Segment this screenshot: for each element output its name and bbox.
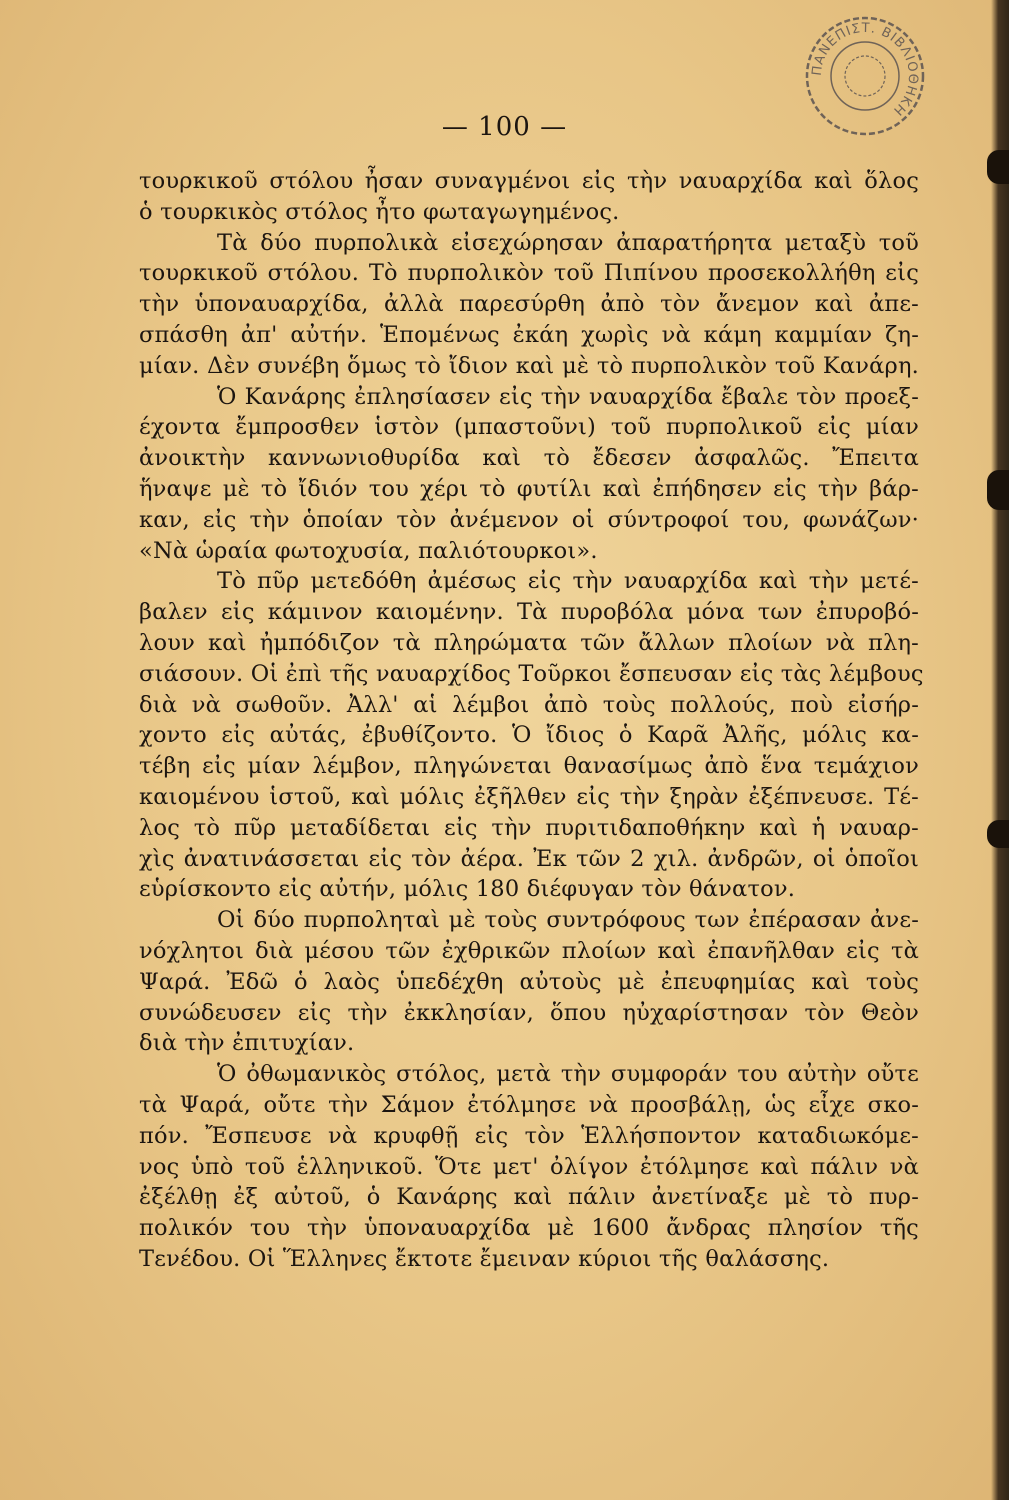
text-line: πόν. Ἔσπευσε νὰ κρυφθῇ εἰς τὸν Ἑλλήσποντον καταδιωκόμε- xyxy=(139,1122,919,1149)
text-line: τὴν ὑποναυαρχίδα, ἀλλὰ παρεσύρθη ἀπὸ τὸν ἄνεμον καὶ ἀπε- xyxy=(139,291,919,318)
text-line: τουρκικοῦ στόλου ἦσαν συναγμένοι εἰς τὴν ναυαρχίδα καὶ ὅλος xyxy=(139,168,919,194)
text-line: «Νὰ ὡραία φωτοχυσία, παλιότουρκοι». xyxy=(139,537,598,564)
torn-notch xyxy=(987,820,1009,848)
text-line: ἐξέλθῃ ἐξ αὐτοῦ, ὁ Κανάρης καὶ πάλιν ἀνετίναξε μὲ τὸ πυρ- xyxy=(139,1184,919,1211)
text-line: νος ὑπὸ τοῦ ἑλληνικοῦ. Ὅτε μετ' ὀλίγον ἐτόλμησε καὶ πάλιν νὰ xyxy=(139,1153,919,1180)
text-line: καιομένου ἱστοῦ, καὶ μόλις ἐξῆλθεν εἰς τὴν ξηρὰν ἐξέπνευσε. Τέ- xyxy=(139,783,919,810)
text-line: συνώδευσεν εἰς τὴν ἐκκλησίαν, ὅπου ηὐχαρίστησαν τὸν Θεὸν xyxy=(139,999,919,1026)
text-line: εὑρίσκοντο εἰς αὐτήν, μόλις 180 διέφυγαν τὸν θάνατον. xyxy=(139,876,796,903)
text-line: Οἱ δύο πυρποληταὶ μὲ τοὺς συντρόφους των ἐπέρασαν ἀνε- xyxy=(217,907,919,934)
torn-page-edge xyxy=(991,0,1009,1500)
text-line: Τὰ δύο πυρπολικὰ εἰσεχώρησαν ἀπαρατήρητα μεταξὺ τοῦ xyxy=(217,229,919,256)
text-body xyxy=(139,166,924,1275)
stamp-text: ΠΑΝΕΠΙΣΤ. ΒΙΒΛΙΟΘΗΚΗ xyxy=(809,20,921,119)
text-line: λος τὸ πῦρ μεταδίδεται εἰς τὴν πυριτιδαποθήκην καὶ ἡ ναυαρ- xyxy=(139,814,919,841)
text-line: τὰ Ψαρά, οὔτε τὴν Σάμον ἐτόλμησε νὰ προσβάλῃ, ὡς εἶχε σκο- xyxy=(139,1091,919,1118)
text-line: σπάσθη ἀπ' αὐτήν. Ἑπομένως ἐκάη χωρὶς νὰ κάμη καμμίαν ζη- xyxy=(139,321,919,348)
torn-notch xyxy=(987,150,1009,184)
text-line: Τενέδου. Οἱ Ἕλληνες ἔκτοτε ἔμειναν κύριοι τῆς θαλάσσης. xyxy=(139,1245,830,1272)
page-number: — 100 — xyxy=(441,112,568,142)
text-line: διὰ νὰ σωθοῦν. Ἀλλ' αἱ λέμβοι ἀπὸ τοὺς πολλούς, ποὺ εἰσήρ- xyxy=(139,691,919,718)
text-line: ἥναψε μὲ τὸ ἴδιόν του χέρι τὸ φυτίλι καὶ ἐπήδησεν εἰς τὴν βάρ- xyxy=(139,475,919,502)
text-line: ὁ τουρκικὸς στόλος ἦτο φωταγωγημένος. xyxy=(139,198,620,225)
text-line: καν, εἰς τὴν ὁποίαν τὸν ἀνέμενον οἱ σύντροφοί του, φωνάζων· xyxy=(139,506,919,533)
text-line: έχοντα ἔμπροσθεν ἱστὸν (μπαστοῦνι) τοῦ πυρπολικοῦ εἰς μίαν xyxy=(139,414,919,441)
text-line: πολικόν του τὴν ὑποναυαρχίδα μὲ 1600 ἄνδρας πλησίον τῆς xyxy=(139,1215,919,1242)
text-line: Ψαρά. Ἐδῶ ὁ λαὸς ὑπεδέχθη αὐτοὺς μὲ ἐπευφημίας καὶ τοὺς xyxy=(139,968,919,995)
text-line: τουρκικοῦ στόλου. Τὸ πυρπολικὸν τοῦ Πιπίνου προσεκολλήθη εἰς xyxy=(139,260,919,287)
text-line: ἀνοικτὴν καννωνιοθυρίδα καὶ τὸ ἔδεσεν ἀσφαλῶς. Ἔπειτα xyxy=(139,445,919,472)
text-line: τέβη εἰς μίαν λέμβον, πληγώνεται θανασίμως ἀπὸ ἕνα τεμάχιον xyxy=(139,753,919,780)
text-line: Ὁ Κανάρης ἐπλησίασεν εἰς τὴν ναυαρχίδα ἔβαλε τὸν προεξ- xyxy=(217,383,919,410)
text-line: σιάσουν. Οἱ ἐπὶ τῆς ναυαρχίδος Τοῦρκοι ἔσπευσαν εἰς τὰς λέμβους xyxy=(139,660,924,687)
text-line: χοντο εἰς αὐτάς, ἐβυθίζοντο. Ὁ ἴδιος ὁ Καρᾶ Ἀλῆς, μόλις κα- xyxy=(139,722,919,749)
text-line: βαλεν εἰς κάμινον καιομένην. Τὰ πυροβόλα μόνα των ἐπυροβό- xyxy=(139,599,919,626)
svg-text:ΠΑΝΕΠΙΣΤ. ΒΙΒΛΙΟΘΗΚΗ xyxy=(810,21,921,119)
text-line: Τὸ πῦρ μετεδόθη ἀμέσως εἰς τὴν ναυαρχίδα καὶ τὴν μετέ- xyxy=(217,568,919,595)
torn-notch xyxy=(987,470,1009,510)
text-line: διὰ τὴν ἐπιτυχίαν. xyxy=(139,1030,355,1057)
text-line: Ὁ ὀθωμανικὸς στόλος, μετὰ τὴν συμφοράν του αὐτὴν οὔτε xyxy=(217,1061,919,1088)
text-line: λουν καὶ ἠμπόδιζον τὰ πληρώματα τῶν ἄλλων πλοίων νὰ πλη- xyxy=(139,629,919,656)
text-line: μίαν. Δὲν συνέβη ὅμως τὸ ἴδιον καὶ μὲ τὸ πυρπολικὸν τοῦ Κανάρη. xyxy=(139,352,919,379)
text-line: χὶς ἀνατινάσσεται εἰς τὸν ἀέρα. Ἐκ τῶν 2 χιλ. ἀνδρῶν, οἱ ὁποῖοι xyxy=(139,845,919,872)
text-line: νόχλητοι διὰ μέσου τῶν ἐχθρικῶν πλοίων καὶ ἐπανῆλθαν εἰς τὰ xyxy=(139,937,919,964)
